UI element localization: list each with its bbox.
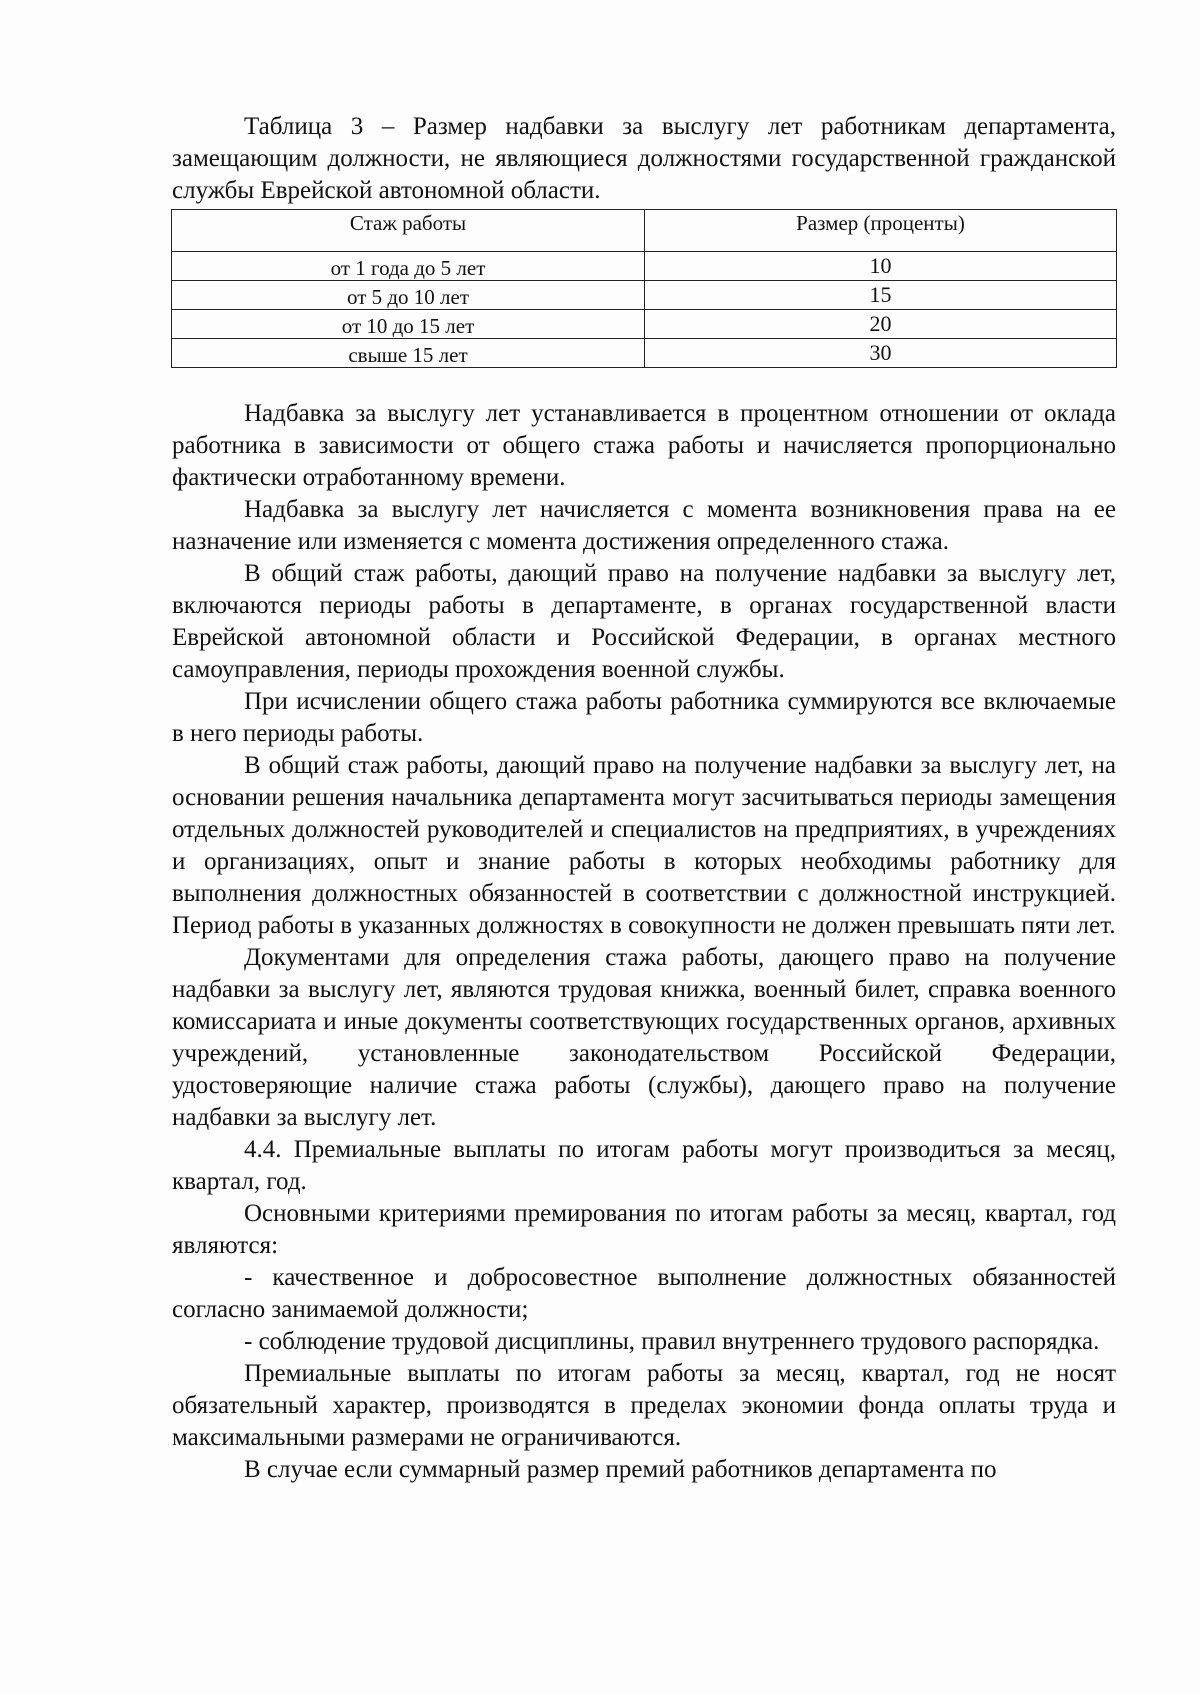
paragraph: Основными критериями премирования по итогам работы за месяц, квартал, год являются:	[172, 1200, 1116, 1259]
paragraph: Надбавка за выслугу лет начисляется с момента возникновения права на ее назначение или изменяется с момента достижения определенного стажа.	[172, 496, 1116, 555]
paragraph: 4.4. Премиальные выплаты по итогам работы могут производиться за месяц, квартал, год.	[172, 1136, 1116, 1195]
table-caption: Таблица 3 – Размер надбавки за выслугу лет работникам департамента, замещающим должности, не являющиеся должностями государственной гражданской службы Еврейской автономной области.	[172, 113, 1116, 204]
table-row	[172, 310, 1117, 339]
table-row	[172, 281, 1117, 310]
paragraph: Надбавка за выслугу лет устанавливается в процентном отношении от оклада работника в зависимости от общего стажа работы и начисляется пропорционально фактически отработанному времени.	[172, 400, 1116, 491]
paragraph: В общий стаж работы, дающий право на получение надбавки за выслугу лет, включаются периоды работы в департаменте, в органах государственной власти Еврейской автономной области и Российской Федерации, в органах местного самоуправления, периоды прохождения военной службы.	[172, 560, 1116, 683]
seniority-bonus-table	[171, 209, 1117, 368]
percent-cell: 30	[645, 339, 1117, 368]
period-cell: от 5 до 10 лет	[172, 281, 645, 310]
period-cell: свыше 15 лет	[172, 339, 645, 368]
table-row	[172, 339, 1117, 368]
body-text	[172, 398, 1116, 1486]
table-row	[172, 252, 1117, 281]
percent-cell: 15	[645, 281, 1117, 310]
table-header-row	[172, 210, 1117, 252]
paragraph: В общий стаж работы, дающий право на получение надбавки за выслугу лет, на основании решения начальника департамента могут засчитываться периоды замещения отдельных должностей руководителей и специалистов на предприятиях, в учреждениях и организациях, опыт и знание работы в которых необходимы работнику для выполнения должностных обязанностей в соответствии с должностной инструкцией. Период работы в указанных должностях в совокупности не должен превышать пяти лет.	[172, 752, 1116, 939]
period-cell: от 10 до 15 лет	[172, 310, 645, 339]
paragraph: При исчислении общего стажа работы работника суммируются все включаемые в него периоды работы.	[172, 688, 1116, 747]
percent-cell: 20	[645, 310, 1117, 339]
list-item: - качественное и добросовестное выполнение должностных обязанностей согласно занимаемой должности;	[172, 1264, 1116, 1323]
header-experience: Стаж работы	[172, 210, 645, 252]
header-percent: Размер (проценты)	[645, 210, 1117, 252]
percent-cell: 10	[645, 252, 1117, 281]
paragraph: В случае если суммарный размер премий работников департамента по	[244, 1456, 997, 1483]
list-item: - соблюдение трудовой дисциплины, правил внутреннего трудового распорядка.	[244, 1328, 1100, 1355]
paragraph: Премиальные выплаты по итогам работы за месяц, квартал, год не носят обязательный характер, производятся в пределах экономии фонда оплаты труда и максимальными размерами не ограничиваются.	[172, 1360, 1116, 1451]
page-content	[172, 111, 1116, 1486]
paragraph: Документами для определения стажа работы, дающего право на получение надбавки за выслугу лет, являются трудовая книжка, военный билет, справка военного комиссариата и иные документы соответствующих государственных органов, архивных учреждений, установленные законодательством Российской Федерации, удостоверяющие наличие стажа работы (службы), дающего право на получение надбавки за выслугу лет.	[172, 944, 1116, 1131]
period-cell: от 1 года до 5 лет	[172, 252, 645, 281]
